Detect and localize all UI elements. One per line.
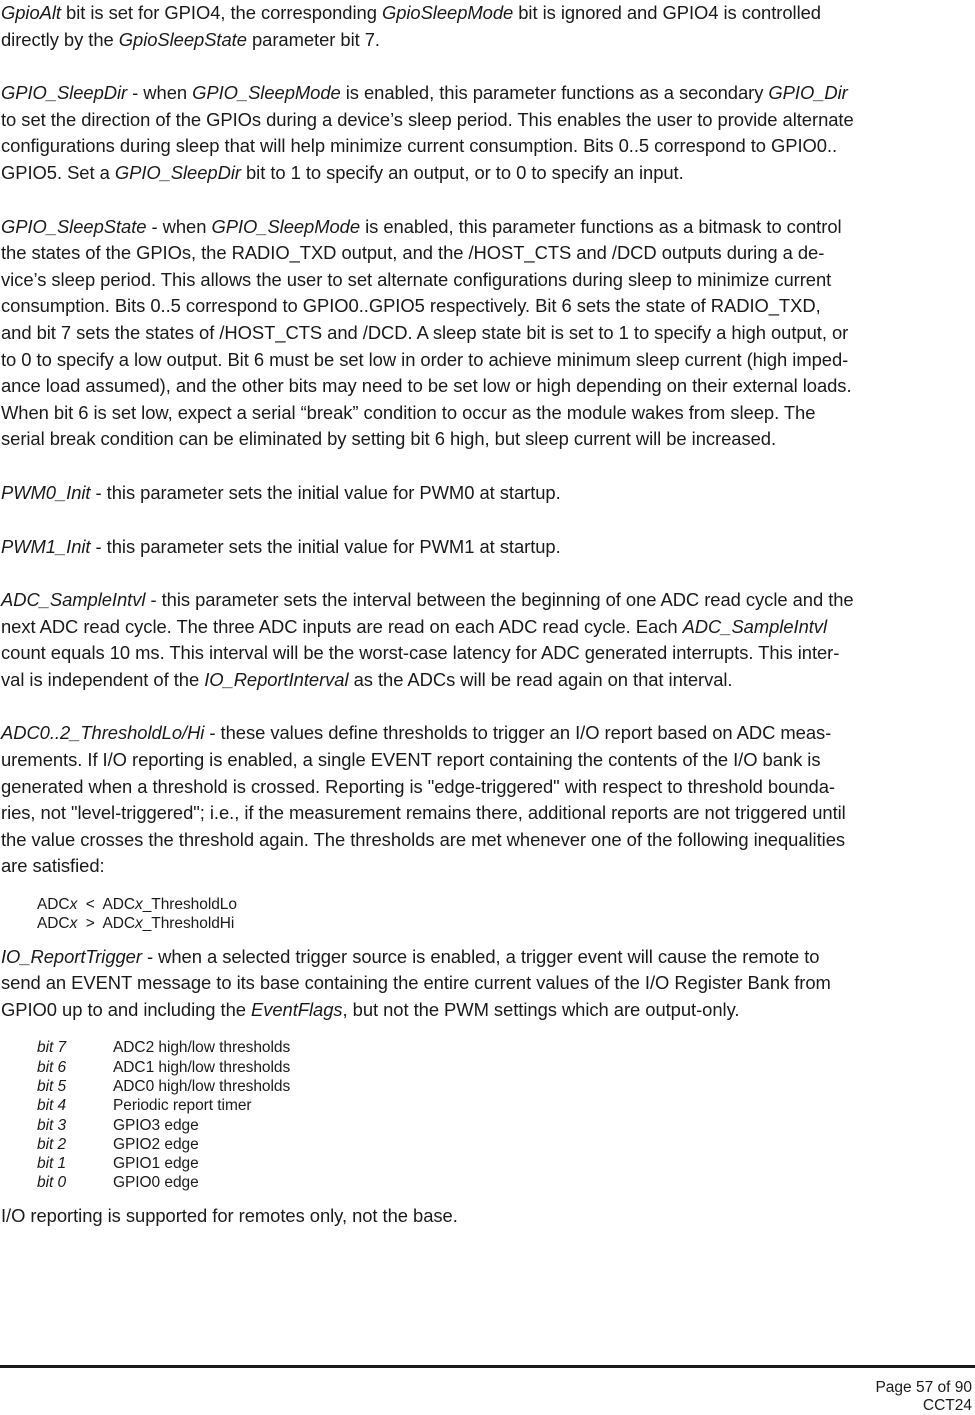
bit-description: GPIO3 edge	[113, 1116, 199, 1134]
param-term: GPIO_SleepState	[1, 215, 147, 237]
bit-label: bit 3	[37, 1116, 67, 1134]
document-id: CCT24	[922, 1397, 972, 1414]
bit-label: bit 1	[37, 1155, 67, 1173]
list-item	[37, 1077, 973, 1096]
paragraph-adc-sampleintvl	[1, 587, 973, 693]
paragraph-adc-thresholds	[1, 720, 973, 880]
text-line: serial break condition can be eliminated by setting bit 6 high, but sleep current will be increased.	[1, 428, 777, 450]
bit-description: ADC1 high/low thresholds	[113, 1058, 291, 1076]
paragraph-gpio-sleepdir	[1, 80, 973, 186]
page-number: Page 57 of 90	[875, 1379, 972, 1396]
list-item	[37, 1135, 973, 1154]
text-line: GPIO0 up to and including the EventFlags, but not the PWM settings which are output-only.	[1, 998, 740, 1020]
text-line: consumption. Bits 0..5 correspond to GPIO0..GPIO5 respectively. Bit 6 sets the state of RADIO_TXD,	[1, 295, 821, 317]
list-item	[37, 1116, 973, 1135]
bit-description: Periodic report timer	[113, 1097, 252, 1115]
text-line: I/O reporting is supported for remotes only, not the base.	[1, 1204, 458, 1226]
text-line: and bit 7 sets the states of /HOST_CTS and /DCD. A sleep state bit is set to 1 to specify a high output, or	[1, 321, 849, 343]
text-line: the value crosses the threshold again. The thresholds are met whenever one of the following inequalities	[1, 828, 846, 850]
param-term: IO_ReportTrigger	[1, 945, 142, 967]
text-line: count equals 10 ms. This interval will be the worst-case latency for ADC generated interrupts. This inter-	[1, 642, 840, 664]
text-line: configurations during sleep that will help minimize current consumption. Bits 0..5 correspond to GPIO0..	[1, 135, 838, 157]
text-line: GPIO_SleepState - when GPIO_SleepMode is enabled, this parameter functions as a bitmask to control	[1, 215, 842, 237]
param-term: PWM0_Init	[1, 481, 91, 503]
bit-label: bit 7	[37, 1039, 67, 1057]
text-line: PWM1_Init - this parameter sets the initial value for PWM1 at startup.	[1, 535, 561, 557]
bit-label: bit 2	[37, 1135, 67, 1153]
text-line: to set the direction of the GPIOs during a device’s sleep period. This enables the user to provide alternate	[1, 108, 854, 130]
bit-label: bit 6	[37, 1058, 67, 1076]
paragraph-pwm1-init	[1, 534, 973, 561]
text-line: val is independent of the IO_ReportInterval as the ADCs will be read again on that interval.	[1, 668, 733, 690]
bit-description: GPIO2 edge	[113, 1135, 199, 1153]
paragraph-pwm0-init	[1, 480, 973, 507]
bit-description: GPIO0 edge	[113, 1174, 199, 1192]
paragraph-io-reporting-note	[1, 1203, 973, 1230]
text-line: ADC0..2_ThresholdLo/Hi - these values define thresholds to trigger an I/O report based on ADC meas-	[1, 722, 832, 744]
paragraph-gpio-sleepstate	[1, 214, 973, 453]
text-line: GPIO5. Set a GPIO_SleepDir bit to 1 to specify an output, or to 0 to specify an input.	[1, 161, 684, 183]
paragraph-gpioalt-continuation	[1, 0, 973, 53]
text-line: vice’s sleep period. This allows the user to set alternate configurations during sleep to minimize current	[1, 268, 832, 290]
text-line: send an EVENT message to its base containing the entire current values of the I/O Register Bank from	[1, 972, 831, 994]
text-line: GPIO_SleepDir - when GPIO_SleepMode is enabled, this parameter functions as a secondary GPIO_Dir	[1, 82, 848, 104]
paragraph-io-reporttrigger	[1, 944, 973, 1024]
text-line: directly by the GpioSleepState parameter bit 7.	[1, 28, 380, 50]
text-line: When bit 6 is set low, expect a serial “break” condition to occur as the module wakes from sleep. The	[1, 401, 816, 423]
list-item	[37, 1058, 973, 1077]
text-line: urements. If I/O reporting is enabled, a single EVENT report containing the contents of the I/O bank is	[1, 749, 821, 771]
text-line: generated when a threshold is crossed. Reporting is "edge-triggered" with respect to threshold bounda-	[1, 775, 835, 797]
param-term: ADC_SampleIntvl	[1, 589, 146, 611]
list-item	[37, 1173, 973, 1192]
param-term: GPIO_SleepDir	[1, 82, 128, 104]
text-line: ADC_SampleIntvl - this parameter sets the interval between the beginning of one ADC read cycle and the	[1, 589, 854, 611]
list-item	[37, 1154, 973, 1173]
list-item	[37, 1096, 973, 1115]
param-term: ADC0..2_ThresholdLo/Hi	[1, 722, 205, 744]
footer-divider	[0, 1365, 975, 1368]
page-footer	[875, 1379, 972, 1415]
bit-label: bit 5	[37, 1078, 67, 1095]
text-line: IO_ReportTrigger - when a selected trigger source is enabled, a trigger event will cause the remote to	[1, 945, 820, 967]
bit-label: bit 0	[37, 1174, 67, 1192]
text-line: ance load assumed), and the other bits may need to be set low or high depending on their external loads.	[1, 375, 852, 397]
bit-description: ADC2 high/low thresholds	[113, 1039, 291, 1057]
text-line: are satisfied:	[1, 855, 105, 877]
bit-label: bit 4	[37, 1097, 67, 1115]
text-line: GpioAlt bit is set for GPIO4, the corresponding GpioSleepMode bit is ignored and GPIO4 is controlled	[1, 2, 821, 23]
inequality-lo: ADCx < ADCx_ThresholdLo	[37, 896, 237, 914]
list-item	[37, 1038, 973, 1057]
bit-description: GPIO1 edge	[113, 1155, 199, 1173]
bit-description: ADC0 high/low thresholds	[113, 1078, 291, 1095]
trigger-bit-list	[37, 1038, 973, 1192]
text-line: PWM0_Init - this parameter sets the initial value for PWM0 at startup.	[1, 481, 561, 503]
document-body	[1, 0, 973, 1256]
text-line: to 0 to specify a low output. Bit 6 must be set low in order to achieve minimum sleep current (high imped-	[1, 348, 849, 370]
text-line: the states of the GPIOs, the RADIO_TXD output, and the /HOST_CTS and /DCD outputs during a de-	[1, 242, 825, 264]
text-line: next ADC read cycle. The three ADC inputs are read on each ADC read cycle. Each ADC_SampleIntvl	[1, 615, 827, 637]
inequality-hi: ADCx > ADCx_ThresholdHi	[37, 915, 235, 933]
threshold-inequalities	[37, 895, 973, 934]
text-line: ries, not "level-triggered"; i.e., if the measurement remains there, additional reports are not triggered until	[1, 802, 846, 824]
param-term: PWM1_Init	[1, 535, 91, 557]
